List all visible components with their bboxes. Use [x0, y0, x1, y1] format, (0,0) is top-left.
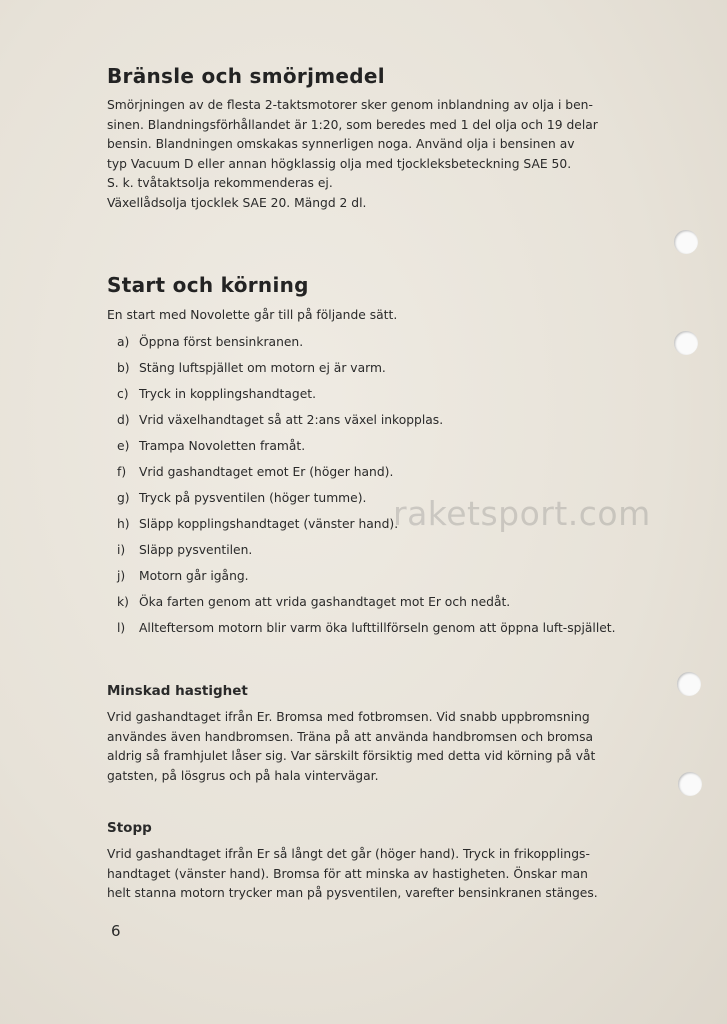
stop-line: helt stanna motorn trycker man på pysventilen, varefter bensinkranen stänges.: [107, 886, 598, 900]
list-item: [117, 489, 657, 507]
list-item: [117, 567, 657, 585]
watermark: raketsport.com: [393, 494, 651, 533]
slow-line: gatsten, på lösgrus och på hala vintervägar.: [107, 768, 379, 783]
fuel-line: sinen. Blandningsförhållandet är 1:20, som beredes med 1 del olja och 19 delar: [107, 117, 598, 132]
fuel-line: Växellådsolja tjocklek SAE 20. Mängd 2 dl.: [107, 195, 367, 210]
step-label: g): [117, 491, 130, 505]
step-text: Tryck in kopplingshandtaget.: [139, 387, 316, 401]
list-item: [117, 593, 657, 611]
stop-paragraph: [107, 845, 655, 904]
binder-hole: [674, 331, 698, 355]
fuel-line: bensin. Blandningen omskakas synnerligen noga. Använd olja i bensinen av: [107, 137, 575, 151]
step-label: k): [117, 595, 129, 609]
step-label: d): [117, 413, 130, 427]
heading-stop: Stopp: [107, 820, 152, 836]
step-label: f): [117, 465, 127, 479]
step-label: i): [117, 543, 126, 557]
step-text: Stäng luftspjället om motorn ej är varm.: [139, 361, 386, 375]
step-text: Motorn går igång.: [139, 569, 249, 583]
step-label: e): [117, 439, 130, 453]
list-item: [117, 385, 657, 403]
stop-line: handtaget (vänster hand). Bromsa för att minska av hastigheten. Önskar man: [107, 866, 588, 881]
slow-line: aldrig så framhjulet låser sig. Var särskilt försiktig med detta vid körning på våt: [107, 749, 596, 763]
start-steps-list: [117, 333, 657, 645]
step-text: Trampa Novoletten framåt.: [139, 439, 306, 453]
stop-line: Vrid gashandtaget ifrån Er så långt det går (höger hand). Tryck in frikopplings-: [107, 847, 590, 861]
step-text: Tryck på pysventilen (höger tumme).: [139, 491, 367, 505]
list-item: [117, 463, 657, 481]
slow-line: Vrid gashandtaget ifrån Er. Bromsa med fotbromsen. Vid snabb uppbromsning: [107, 710, 590, 724]
page-number: 6: [111, 922, 121, 940]
step-label: a): [117, 335, 130, 349]
step-text: Vrid gashandtaget emot Er (höger hand).: [139, 465, 394, 479]
step-label: l): [117, 621, 126, 635]
fuel-line: Smörjningen av de flesta 2-taktsmotorer sker genom inblandning av olja i ben-: [107, 98, 593, 112]
slow-paragraph: [107, 708, 655, 786]
list-item: [117, 515, 657, 533]
binder-hole: [677, 672, 701, 696]
step-text: Släpp kopplingshandtaget (vänster hand).: [139, 517, 399, 531]
step-text: Öppna först bensinkranen.: [139, 335, 304, 349]
step-text: Öka farten genom att vrida gashandtaget mot Er och nedåt.: [139, 595, 511, 609]
start-intro: En start med Novolette går till på följande sätt.: [107, 308, 398, 322]
step-text: Allteftersom motorn blir varm öka lufttillförseln genom att öppna luft-spjället.: [139, 621, 616, 635]
fuel-line: typ Vacuum D eller annan högklassig olja med tjockleksbeteckning SAE 50.: [107, 156, 572, 171]
slow-line: användes även handbromsen. Träna på att använda handbromsen och bromsa: [107, 729, 594, 744]
step-label: h): [117, 517, 130, 531]
fuel-line: S. k. tvåtaktsolja rekommenderas ej.: [107, 176, 333, 190]
list-item: [117, 619, 657, 637]
list-item: [117, 411, 657, 429]
heading-fuel: Bränsle och smörjmedel: [107, 64, 385, 88]
binder-hole: [674, 230, 698, 254]
step-label: b): [117, 361, 130, 375]
heading-slow: Minskad hastighet: [107, 683, 248, 699]
heading-start: Start och körning: [107, 273, 309, 297]
list-item: [117, 437, 657, 455]
binder-hole: [678, 772, 702, 796]
step-text: Släpp pysventilen.: [139, 543, 253, 557]
step-label: c): [117, 387, 129, 401]
fuel-paragraph: [107, 96, 655, 213]
list-item: [117, 333, 657, 351]
list-item: [117, 359, 657, 377]
list-item: [117, 541, 657, 559]
step-label: j): [117, 569, 126, 583]
step-text: Vrid växelhandtaget så att 2:ans växel inkopplas.: [139, 413, 444, 427]
